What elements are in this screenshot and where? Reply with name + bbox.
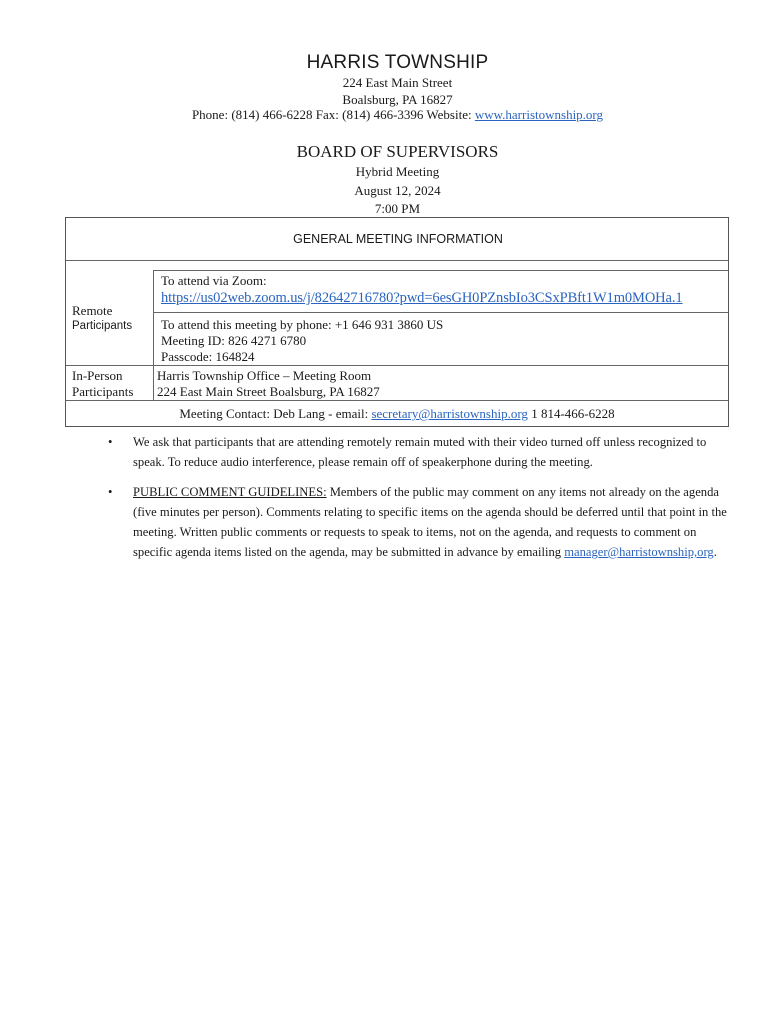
remote-sublabel: Participants	[72, 320, 133, 332]
inperson-label: In-Person	[72, 368, 123, 383]
meeting-time: 7:00 PM	[374, 201, 421, 216]
contact-line	[0, 107, 770, 123]
address-line-1: 224 East Main Street	[342, 75, 453, 90]
inperson-sublabel: Participants	[72, 384, 134, 399]
table-heading: GENERAL MEETING INFORMATION	[293, 232, 503, 246]
meeting-contact	[66, 406, 728, 422]
table-divider	[66, 365, 728, 366]
address-line-2: Boalsburg, PA 16827	[342, 92, 453, 107]
website-link[interactable]: www.harristownship.org	[474, 107, 604, 122]
table-divider	[66, 400, 728, 401]
table-divider	[153, 270, 154, 400]
meeting-info-table	[65, 217, 729, 427]
meeting-date: August 12, 2024	[354, 183, 441, 198]
secretary-email-link[interactable]: secretary@harristownship.org	[371, 406, 528, 421]
table-divider	[153, 312, 728, 313]
list-item	[108, 432, 728, 472]
inperson-place: Harris Township Office – Meeting Room	[157, 368, 372, 383]
notice-list	[108, 432, 728, 572]
contact-text: Phone: (814) 466-6228 Fax: (814) 466-3396 Website:	[191, 107, 475, 122]
phone-line: To attend this meeting by phone: +1 646 931 3860 US	[161, 317, 444, 332]
bullet-marker: •	[108, 485, 113, 499]
zoom-link[interactable]: https://us02web.zoom.us/j/82642716780?pwd=6esGH0PZnsbIo3CSxPBft1W1m0MOHa.1	[161, 290, 683, 306]
manager-email-link[interactable]: manager@harristownship,org	[564, 545, 714, 559]
period: .	[713, 545, 717, 559]
township-title: HARRIS TOWNSHIP	[306, 52, 489, 73]
zoom-intro: To attend via Zoom:	[161, 273, 267, 288]
contact-phone: 1 814-466-6228	[527, 406, 615, 421]
notice-remote: We ask that participants that are attending remotely remain muted with their video turned off unless recognized to speak. To reduce audio interference, please remain off of speakerphone during the meeting.	[133, 435, 707, 469]
public-comment-text: Members of the public may comment on any items not already on the agenda (five minutes per person). Comments relating to specific items on the agenda should be deferred until that point in the meeting. Written public comments or requests to speak to items, not on the agenda, and requests to comment on specific agenda items listed on the agenda, may be submitted in advance by emailing	[133, 485, 727, 559]
contact-label: Meeting Contact: Deb Lang - email:	[179, 406, 372, 421]
table-divider	[153, 270, 728, 271]
table-divider	[66, 260, 728, 261]
remote-label: Remote	[72, 303, 113, 318]
board-heading: BOARD OF SUPERVISORS	[296, 142, 499, 161]
bullet-marker: •	[108, 435, 113, 449]
passcode: Passcode: 164824	[161, 349, 255, 364]
public-comment-heading: PUBLIC COMMENT GUIDELINES:	[133, 485, 327, 499]
meeting-type: Hybrid Meeting	[355, 164, 440, 179]
list-item	[108, 482, 728, 562]
inperson-address: 224 East Main Street Boalsburg, PA 16827	[157, 384, 380, 399]
meeting-id: Meeting ID: 826 4271 6780	[161, 333, 307, 348]
